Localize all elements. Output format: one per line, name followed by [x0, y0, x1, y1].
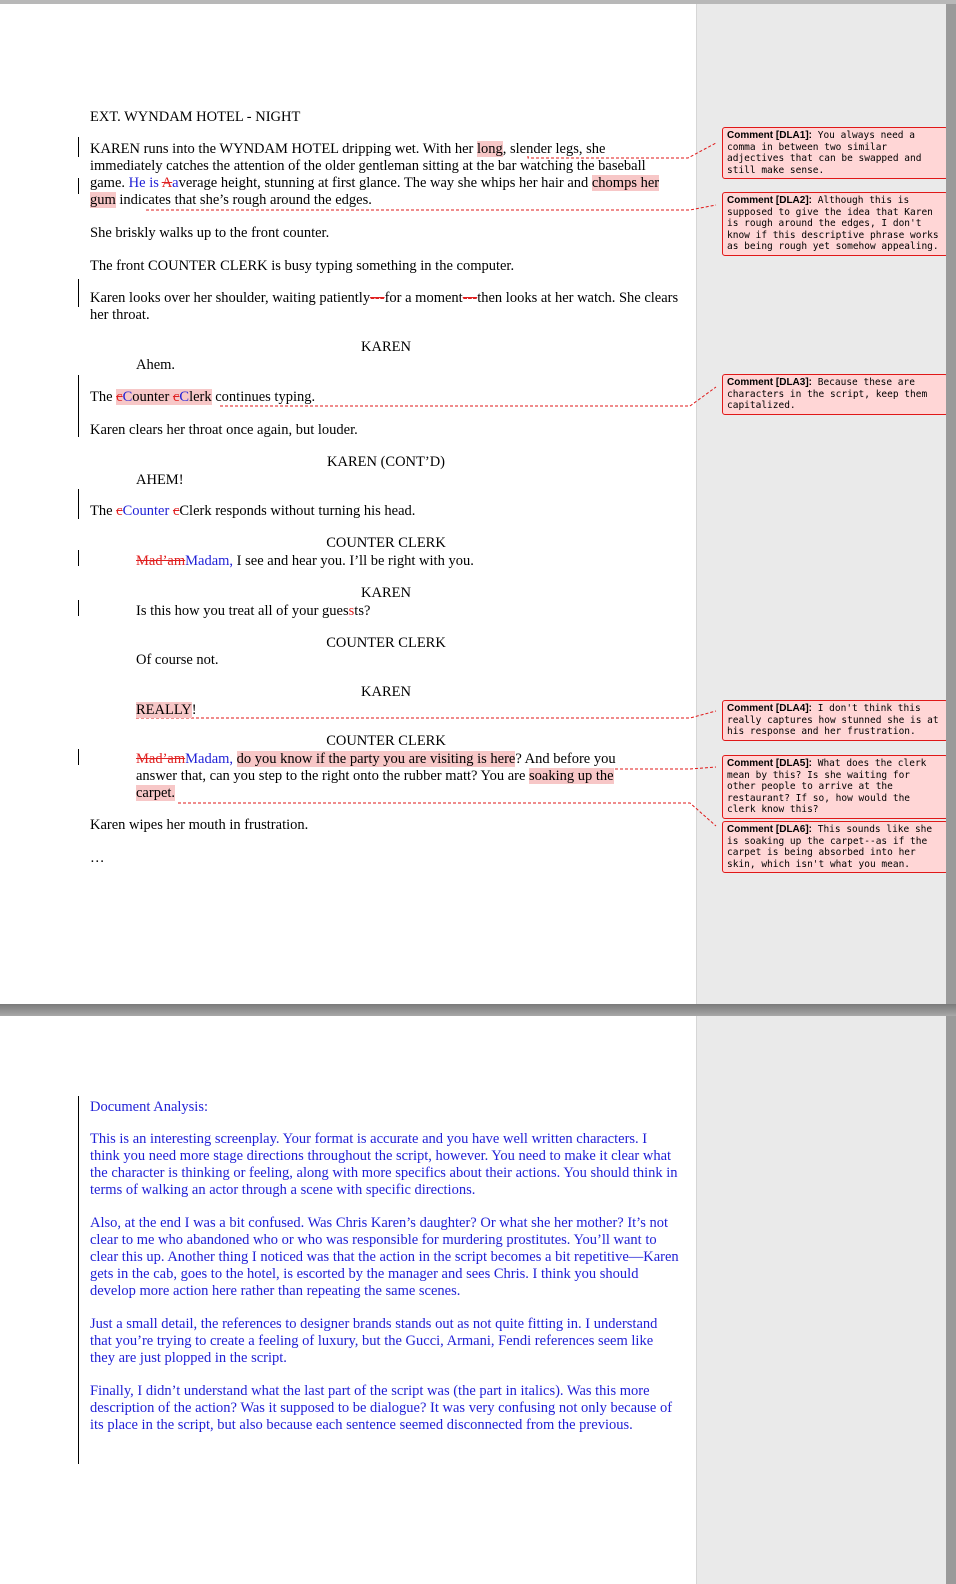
comment-highlight[interactable]: soaking up the carpet.	[136, 768, 614, 801]
action-paragraph: Karen clears her throat once again, but louder.	[90, 422, 358, 438]
change-bar	[78, 749, 79, 765]
character-cue: COUNTER CLERK	[326, 535, 446, 551]
comment-highlight[interactable]: REALLY	[136, 702, 192, 718]
character-cue: KAREN	[361, 684, 411, 700]
character-cue: KAREN (CONT’D)	[327, 454, 445, 470]
action-paragraph: Karen wipes her mouth in frustration.	[90, 817, 309, 833]
comment-balloon-dla6[interactable]: Comment [DLA6]: This sounds like she is soaking up the carpet--as if the carpet is being absorbed into her skin, which isn't what you mean.	[722, 821, 946, 873]
change-bar	[78, 375, 79, 437]
dialogue: Ahem.	[136, 357, 176, 373]
document-page-2	[0, 1016, 946, 1584]
analysis-paragraph: Just a small detail, the references to designer brands stands out as not quite fitting in. I understand that you’re trying to create a feeling of luxury, but the Gucci, Armani, Fendi references seem like they are just plopped in the script.	[90, 1316, 658, 1366]
action-paragraph: KAREN runs into the WYNDAM HOTEL dripping wet. With her long, slender legs, she immediately catches the attention of the older gentleman sitting at the bar watching the baseball game. He is Aaverage height, stunning at first glance. The way she whips her hair and chomps her gum indicates that she’s rough around the edges.	[90, 141, 660, 208]
change-bar	[78, 178, 79, 194]
character-cue: COUNTER CLERK	[326, 635, 446, 651]
comment-highlight[interactable]: long	[476, 141, 503, 157]
analysis-paragraph: Also, at the end I was a bit confused. Was Chris Karen’s daughter? Or what she her mother? It’s not clear to me who abandoned who or who was responsible for murdering prostitutes. You’ll want to clear this up. Another thing I noticed was that the action in the script becomes a bit repetitive—Karen gets in the cab, goes to the hotel, is escorted by the manager and sees Chris. I think you should develop more action here rather than repeating the same scenes.	[90, 1215, 679, 1299]
analysis-paragraph: This is an interesting screenplay. Your format is accurate and you have well written characters. I think you need more stage directions throughout the script, however. You need to make it clear what the character is thinking or feeling, along with more specifics about their actions. You should think in terms of walking an actor through a scene with specific directions.	[90, 1131, 678, 1198]
dialogue: Mad’amMadam, I see and hear you. I’ll be right with you.	[136, 553, 474, 569]
comment-balloon-dla4[interactable]: Comment [DLA4]: I don't think this really captures how stunned she is at his response and her frustration.	[722, 700, 946, 741]
change-bar	[78, 600, 79, 616]
scene-heading: EXT. WYNDAM HOTEL - NIGHT	[90, 109, 301, 125]
comment-balloon-dla5[interactable]: Comment [DLA5]: What does the clerk mean by this? Is she waiting for other people to arrive at the restaurant? If so, how would the clerk know this?	[722, 755, 946, 819]
document-page-1	[0, 4, 946, 1004]
ellipsis: …	[90, 850, 105, 866]
character-cue: COUNTER CLERK	[326, 733, 446, 749]
comment-balloon-dla2[interactable]: Comment [DLA2]: Although this is supposed to give the idea that Karen is rough around the edges, I don't know if this descriptive phrase works as being rough yet somehow appealing.	[722, 192, 946, 256]
comment-balloon-dla1[interactable]: Comment [DLA1]: You always need a comma in between two similar adjectives that can be swapped and still make sense.	[722, 127, 946, 179]
page-gap	[0, 1004, 956, 1016]
markup-pane	[696, 1016, 946, 1584]
comment-balloon-dla3[interactable]: Comment [DLA3]: Because these are characters in the script, keep them capitalized.	[722, 374, 946, 415]
dialogue: REALLY!	[136, 702, 197, 718]
dialogue: Is this how you treat all of your guessts?	[136, 603, 371, 619]
change-bar	[78, 279, 79, 307]
action-paragraph: She briskly walks up to the front counter.	[90, 225, 330, 241]
analysis-heading: Document Analysis:	[90, 1099, 209, 1115]
dialogue: Of course not.	[136, 652, 219, 668]
change-bar	[78, 1096, 79, 1464]
dialogue: Mad’amMadam, do you know if the party you are visiting is here? And before you answer that, can you step to the right onto the rubber matt? You are soaking up the carpet.	[136, 751, 616, 801]
dialogue: AHEM!	[136, 472, 184, 488]
comment-highlight[interactable]: chomps her gum	[90, 175, 660, 208]
change-bar	[78, 489, 79, 519]
change-bar	[78, 137, 79, 157]
character-cue: KAREN	[361, 585, 411, 601]
action-paragraph: Karen looks over her shoulder, waiting patiently---for a moment---then looks at her watch. She clears her throat.	[90, 290, 679, 323]
comment-highlight[interactable]: do you know if the party you are visiting is here	[236, 751, 516, 767]
change-bar	[78, 550, 79, 566]
analysis-paragraph: Finally, I didn’t understand what the last part of the script was (the part in italics). Was this more description of the action? Was it supposed to be dialogue? It was very confusing not only because of its place in the script, but also because each sentence seemed disconnected from the previous.	[90, 1383, 673, 1433]
character-cue: KAREN	[361, 339, 411, 355]
action-paragraph: The cCounter cClerk responds without turning his head.	[90, 503, 416, 519]
action-paragraph: The cCounter cClerk continues typing.	[90, 389, 316, 405]
action-paragraph: The front COUNTER CLERK is busy typing something in the computer.	[90, 258, 515, 274]
